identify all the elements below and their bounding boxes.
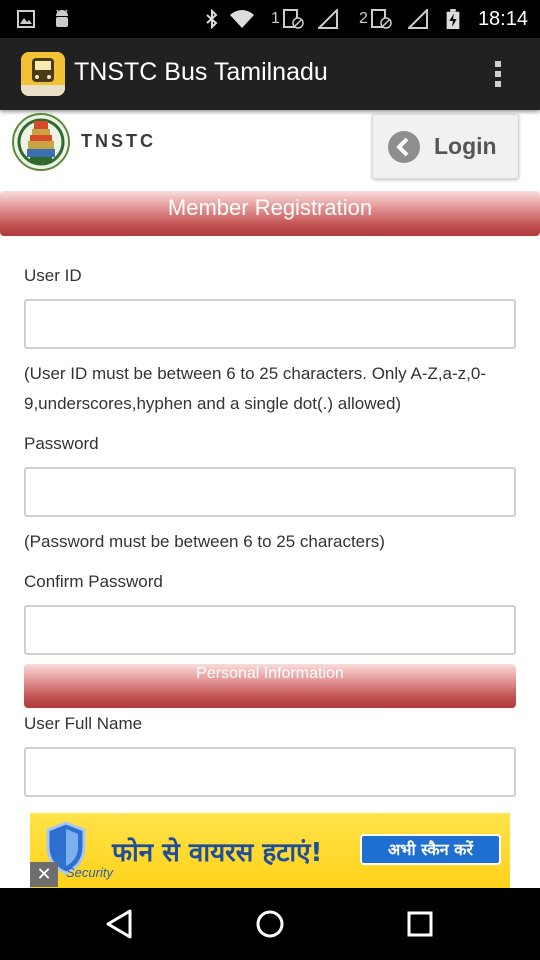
back-icon[interactable] bbox=[102, 906, 138, 942]
ad-headline: फोन से वायरस हटाएं! bbox=[112, 838, 323, 868]
ad-brand: Security bbox=[66, 865, 113, 880]
full-name-label: User Full Name bbox=[24, 714, 143, 733]
ad-close-icon[interactable]: ✕ bbox=[30, 862, 58, 887]
sim1-signal-icon bbox=[282, 9, 306, 29]
home-icon[interactable] bbox=[252, 906, 288, 942]
action-bar bbox=[0, 38, 540, 110]
password-input[interactable] bbox=[24, 467, 516, 517]
confirm-password-input[interactable] bbox=[24, 605, 516, 655]
status-bar bbox=[0, 0, 540, 38]
user-id-hint: (User ID must be between 6 to 25 characters. Only A-Z,a-z,0-9,underscores,hyphen and a single dot(.) allowed) bbox=[24, 364, 487, 413]
confirm-password-label: Confirm Password bbox=[24, 572, 163, 591]
bus-icon bbox=[21, 52, 65, 96]
wifi-icon bbox=[229, 9, 255, 29]
gallery-notification-icon bbox=[16, 9, 36, 29]
sim1-indicator: 1 bbox=[271, 10, 280, 27]
password-hint: (Password must be between 6 to 25 characters) bbox=[24, 532, 385, 551]
personal-information-header: Personal Information bbox=[24, 664, 516, 708]
overflow-menu-icon[interactable] bbox=[486, 58, 510, 92]
ad-scan-button[interactable]: अभी स्कैन करें bbox=[360, 834, 501, 865]
member-registration-header: Member Registration bbox=[0, 191, 540, 236]
ad-banner[interactable] bbox=[30, 813, 510, 888]
clock: 18:14 bbox=[477, 8, 528, 30]
signal-strength-icon bbox=[318, 9, 338, 29]
navigation-bar bbox=[0, 888, 540, 960]
password-label: Password bbox=[24, 434, 99, 453]
signal-strength-2-icon bbox=[408, 9, 428, 29]
brand-name: TNSTC bbox=[81, 131, 156, 151]
battery-charging-icon bbox=[445, 9, 461, 29]
app-title: TNSTC Bus Tamilnadu bbox=[74, 58, 328, 86]
login-button[interactable] bbox=[372, 114, 519, 179]
sim2-signal-icon bbox=[370, 9, 394, 29]
sim2-indicator: 2 bbox=[359, 10, 368, 27]
user-id-input[interactable] bbox=[24, 299, 516, 349]
tamilnadu-emblem-logo bbox=[12, 111, 70, 173]
android-notification-icon bbox=[52, 9, 72, 29]
user-id-label: User ID bbox=[24, 266, 82, 285]
login-label: Login bbox=[434, 133, 497, 159]
full-name-input[interactable] bbox=[24, 747, 516, 797]
recent-apps-icon[interactable] bbox=[402, 906, 438, 942]
app-icon bbox=[21, 52, 65, 96]
bluetooth-icon bbox=[202, 9, 222, 29]
chevron-left-icon bbox=[388, 131, 420, 163]
